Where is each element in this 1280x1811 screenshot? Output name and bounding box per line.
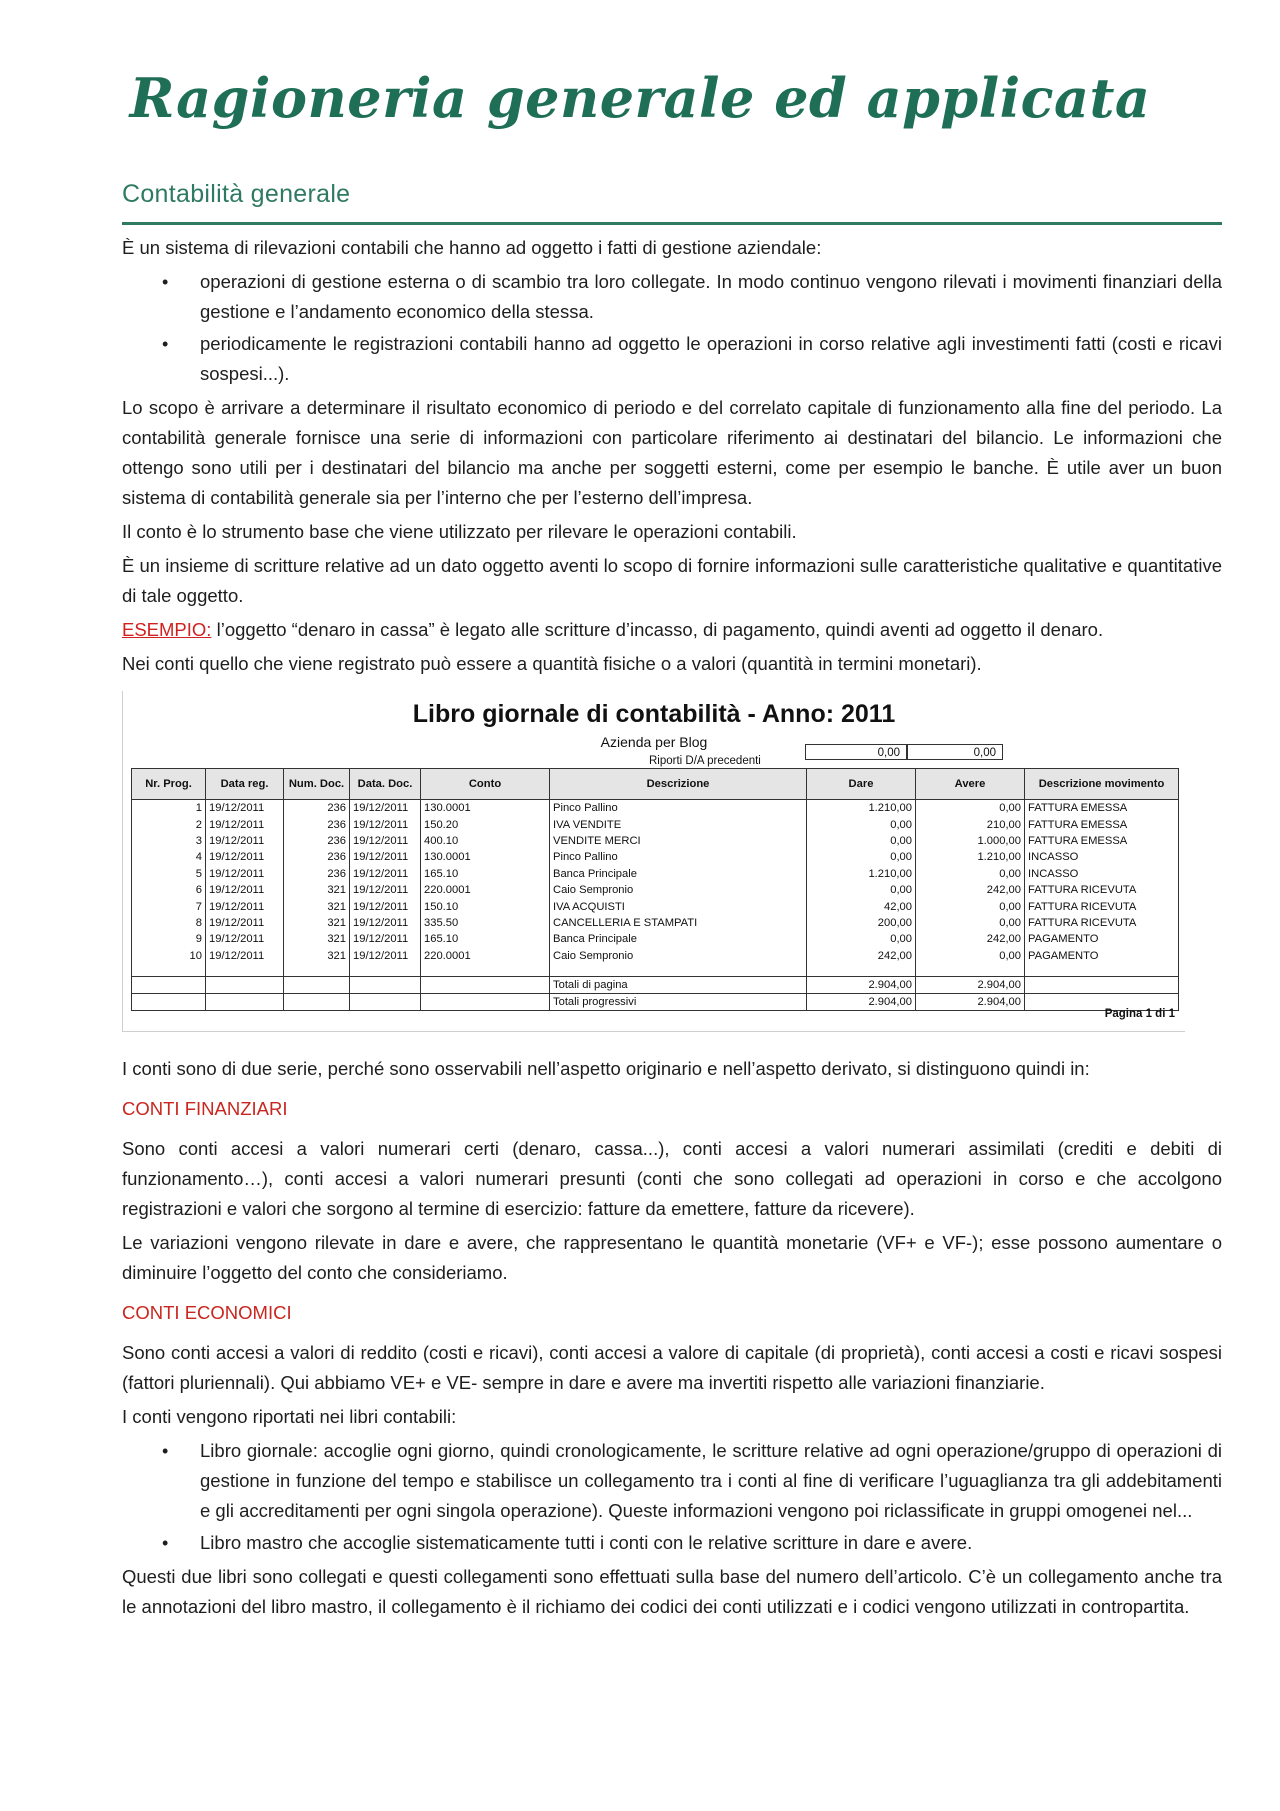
table-cell: 19/12/2011 — [206, 833, 284, 849]
table-cell: 242,00 — [807, 948, 916, 964]
table-cell: 1.210,00 — [807, 800, 916, 817]
paragraph-scopo: Lo scopo è arrivare a determinare il risultato economico di periodo e del correlato capitale di funzionamento alla fine del periodo. La contabilità generale fornisce una serie di informazioni con particolare riferimento ai destinatari del bilancio. Le informazioni che ottengo sono utili per i destinatari del bilancio ma anche per soggetti esterni, come per esempio le banche. È utile aver un buon sistema di contabilità generale sia per l’interno che per l’esterno dell’impresa. — [122, 397, 1222, 508]
table-cell: 321 — [284, 915, 350, 931]
totali-progressivi-dare: 2.904,00 — [807, 993, 916, 1010]
bullet-list-libri — [122, 1436, 1222, 1558]
column-header: Descrizione movimento — [1025, 769, 1179, 800]
column-header: Avere — [916, 769, 1025, 800]
ledger-title: Libro giornale di contabilità - Anno: 2011 — [412, 700, 896, 728]
list-item: • periodicamente le registrazioni contabili hanno ad oggetto le operazioni in corso relative agli investimenti fatti (costi e ricavi sospesi...). — [122, 329, 1222, 389]
table-cell: 321 — [284, 948, 350, 964]
paragraph-conto-definizione: È un insieme di scritture relative ad un dato oggetto aventi lo scopo di fornire informazioni sulle caratteristiche qualitative e quantitative di tale oggetto. — [122, 555, 1222, 606]
table-cell: 19/12/2011 — [350, 866, 421, 882]
table-row — [132, 931, 1179, 947]
table-cell: 0,00 — [916, 948, 1025, 964]
ledger-table — [131, 768, 1179, 1011]
table-cell: 19/12/2011 — [206, 948, 284, 964]
table-cell: 0,00 — [807, 833, 916, 849]
table-cell: 19/12/2011 — [350, 882, 421, 898]
totali-progressivi-label: Totali progressivi — [550, 993, 807, 1010]
table-row — [132, 833, 1179, 849]
table-cell: 19/12/2011 — [350, 948, 421, 964]
table-cell: 130.0001 — [421, 849, 550, 865]
column-header: Conto — [421, 769, 550, 800]
totali-pagina-dare: 2.904,00 — [807, 976, 916, 993]
table-cell: FATTURA EMESSA — [1025, 833, 1179, 849]
table-row — [132, 800, 1179, 817]
table-cell: FATTURA EMESSA — [1025, 800, 1179, 817]
table-cell: 210,00 — [916, 816, 1025, 832]
table-cell: 220.0001 — [421, 882, 550, 898]
list-item: • operazioni di gestione esterna o di scambio tra loro collegate. In modo continuo vengono rilevati i movimenti finanziari della gestione e l’andamento economico della stessa. — [122, 267, 1222, 327]
table-cell: 9 — [132, 931, 206, 947]
totali-pagina-label: Totali di pagina — [550, 976, 807, 993]
table-cell: PAGAMENTO — [1025, 948, 1179, 964]
totali-progressivi-avere: 2.904,00 — [916, 993, 1025, 1010]
table-cell: FATTURA EMESSA — [1025, 816, 1179, 832]
table-row — [132, 882, 1179, 898]
ledger-header-row — [132, 769, 1179, 800]
table-cell: 19/12/2011 — [206, 866, 284, 882]
table-cell: INCASSO — [1025, 849, 1179, 865]
table-cell: 19/12/2011 — [206, 816, 284, 832]
esempio-text: l’oggetto “denaro in cassa” è legato alle scritture d’incasso, di pagamento, quindi aventi ad oggetto il denaro. — [211, 619, 1104, 640]
table-cell: 200,00 — [807, 915, 916, 931]
table-cell: 165.10 — [421, 931, 550, 947]
table-cell: 236 — [284, 800, 350, 817]
table-cell: 236 — [284, 866, 350, 882]
table-cell: 19/12/2011 — [350, 931, 421, 947]
table-cell: 0,00 — [916, 800, 1025, 817]
table-cell: PAGAMENTO — [1025, 931, 1179, 947]
table-cell: FATTURA RICEVUTA — [1025, 898, 1179, 914]
table-cell: 0,00 — [807, 849, 916, 865]
table-cell: 19/12/2011 — [350, 800, 421, 817]
column-header: Dare — [807, 769, 916, 800]
document-title: Ragioneria generale ed applicata — [129, 66, 1151, 130]
paragraph-finanziari-2: Le variazioni vengono rilevate in dare e avere, che rappresentano le quantità monetarie (VF+ e VF-); esse possono aumentare o diminuire l’oggetto del conto che consideriamo. — [122, 1232, 1222, 1283]
table-cell: 1.000,00 — [916, 833, 1025, 849]
table-cell: 1 — [132, 800, 206, 817]
riporti-label: Riporti D/A precedenti — [649, 755, 761, 767]
heading-divider — [122, 222, 1222, 225]
table-cell: 1.210,00 — [916, 849, 1025, 865]
totali-pagina-row — [132, 976, 1179, 993]
table-cell: 4 — [132, 849, 206, 865]
table-cell: 400.10 — [421, 833, 550, 849]
list-item: • Libro mastro che accoglie sistematicamente tutti i conti con le relative scritture in dare e avere. — [122, 1528, 1222, 1558]
table-cell: 1.210,00 — [807, 866, 916, 882]
table-cell: FATTURA RICEVUTA — [1025, 882, 1179, 898]
table-row — [132, 898, 1179, 914]
table-cell: 321 — [284, 898, 350, 914]
table-cell: IVA VENDITE — [550, 816, 807, 832]
table-cell: 19/12/2011 — [350, 898, 421, 914]
table-cell: VENDITE MERCI — [550, 833, 807, 849]
table-cell: 42,00 — [807, 898, 916, 914]
table-cell: 10 — [132, 948, 206, 964]
table-cell: 3 — [132, 833, 206, 849]
ledger-rows — [132, 800, 1179, 964]
ledger-page-number: Pagina 1 di 1 — [1104, 1008, 1175, 1020]
esempio-label: ESEMPIO: — [122, 619, 212, 640]
table-cell: 0,00 — [807, 931, 916, 947]
table-cell: IVA ACQUISTI — [550, 898, 807, 914]
table-cell: Banca Principale — [550, 931, 807, 947]
table-cell: 0,00 — [807, 816, 916, 832]
table-cell: 321 — [284, 882, 350, 898]
table-cell: 19/12/2011 — [206, 849, 284, 865]
table-cell: Pinco Pallino — [550, 849, 807, 865]
section-heading: Contabilità generale — [122, 180, 351, 208]
table-cell: 19/12/2011 — [350, 816, 421, 832]
paragraph-economici: Sono conti accesi a valori di reddito (costi e ricavi), conti accesi a valore di capitale (di proprietà), conti accesi a costi e ricavi sospesi (fattori pluriennali). Qui abbiamo VE+ e VE- sempre in dare e avere ma invertiti rispetto alle variazioni finanziarie. — [122, 1342, 1222, 1393]
table-cell: 150.20 — [421, 816, 550, 832]
table-cell: Banca Principale — [550, 866, 807, 882]
table-cell: CANCELLERIA E STAMPATI — [550, 915, 807, 931]
paragraph-conto-strumento: Il conto è lo strumento base che viene utilizzato per rilevare le operazioni contabili. — [122, 521, 797, 542]
paragraph-due-serie: I conti sono di due serie, perché sono osservabili nell’aspetto originario e nell’aspetto derivato, si distinguono quindi in: — [122, 1058, 1090, 1079]
ledger-spacer-row — [132, 964, 1179, 977]
table-cell: FATTURA RICEVUTA — [1025, 915, 1179, 931]
table-cell: 19/12/2011 — [350, 833, 421, 849]
table-cell: 19/12/2011 — [350, 849, 421, 865]
table-row — [132, 866, 1179, 882]
table-cell: 130.0001 — [421, 800, 550, 817]
bullet-list-gestione — [122, 267, 1222, 389]
table-row — [132, 816, 1179, 832]
column-header: Data. Doc. — [350, 769, 421, 800]
table-cell: Caio Sempronio — [550, 948, 807, 964]
table-cell: 220.0001 — [421, 948, 550, 964]
totali-progressivi-row — [132, 993, 1179, 1010]
table-cell: 321 — [284, 931, 350, 947]
table-cell: 19/12/2011 — [206, 898, 284, 914]
table-cell: 335.50 — [421, 915, 550, 931]
paragraph-finale: Questi due libri sono collegati e questi collegamenti sono effettuati sulla base del numero dell’articolo. C’è un collegamento anche tra le annotazioni del libro mastro, il collegamento è il richiamo dei codici dei conti utilizzati e i codici vengono utilizzati in contropartita. — [122, 1566, 1222, 1617]
column-header: Descrizione — [550, 769, 807, 800]
table-row — [132, 948, 1179, 964]
riporti-dare: 0,00 — [805, 744, 907, 760]
table-cell: 236 — [284, 849, 350, 865]
table-cell: 0,00 — [807, 882, 916, 898]
table-cell: 236 — [284, 816, 350, 832]
heading-conti-economici: CONTI ECONOMICI — [122, 1302, 292, 1323]
ledger-image — [122, 691, 1185, 1032]
table-cell: 19/12/2011 — [350, 915, 421, 931]
heading-conti-finanziari: CONTI FINANZIARI — [122, 1098, 288, 1119]
table-cell: 242,00 — [916, 931, 1025, 947]
intro-paragraph: È un sistema di rilevazioni contabili che hanno ad oggetto i fatti di gestione aziendale: — [122, 237, 822, 258]
riporti-avere: 0,00 — [907, 744, 1003, 760]
totali-pagina-avere: 2.904,00 — [916, 976, 1025, 993]
table-cell: 19/12/2011 — [206, 882, 284, 898]
table-cell: 0,00 — [916, 898, 1025, 914]
table-cell: 2 — [132, 816, 206, 832]
table-cell: INCASSO — [1025, 866, 1179, 882]
paragraph-conti-valori: Nei conti quello che viene registrato può essere a quantità fisiche o a valori (quantità in termini monetari). — [122, 653, 982, 674]
table-cell: 7 — [132, 898, 206, 914]
table-cell: 19/12/2011 — [206, 915, 284, 931]
column-header: Data reg. — [206, 769, 284, 800]
table-cell: 165.10 — [421, 866, 550, 882]
table-cell: Caio Sempronio — [550, 882, 807, 898]
table-cell: 236 — [284, 833, 350, 849]
table-cell: 242,00 — [916, 882, 1025, 898]
table-cell: 19/12/2011 — [206, 931, 284, 947]
table-cell: 150.10 — [421, 898, 550, 914]
paragraph-libri: I conti vengono riportati nei libri contabili: — [122, 1406, 457, 1427]
table-cell: 0,00 — [916, 866, 1025, 882]
table-cell: 0,00 — [916, 915, 1025, 931]
document-body — [122, 233, 1222, 1626]
table-row — [132, 849, 1179, 865]
column-header: Nr. Prog. — [132, 769, 206, 800]
list-item: • Libro giornale: accoglie ogni giorno, quindi cronologicamente, le scritture relative ad ogni operazione/gruppo di operazioni di gestione in funzione del tempo e stabilisce un collegamento tra i conti al fine di verificare l’uguaglianza tra gli addebitamenti e gli accreditamenti per ogni singola operazione). Queste informazioni vengono poi riclassificate in gruppi omogenei nel... — [122, 1436, 1222, 1526]
column-header: Num. Doc. — [284, 769, 350, 800]
table-cell: 6 — [132, 882, 206, 898]
table-cell: 19/12/2011 — [206, 800, 284, 817]
table-cell: Pinco Pallino — [550, 800, 807, 817]
table-cell: 8 — [132, 915, 206, 931]
paragraph-esempio — [122, 615, 1222, 645]
ledger-subtitle: Azienda per Blog — [600, 734, 708, 750]
table-row — [132, 915, 1179, 931]
paragraph-finanziari-1: Sono conti accesi a valori numerari certi (denaro, cassa...), conti accesi a valori numerari assimilati (crediti e debiti di funzionamento…), conti accesi a valori numerari presunti (conti che sono collegati ad operazioni in corso e che accolgono registrazioni e valori che sorgono al termine di esercizio: fatture da emettere, fatture da ricevere). — [122, 1138, 1222, 1219]
table-cell: 5 — [132, 866, 206, 882]
